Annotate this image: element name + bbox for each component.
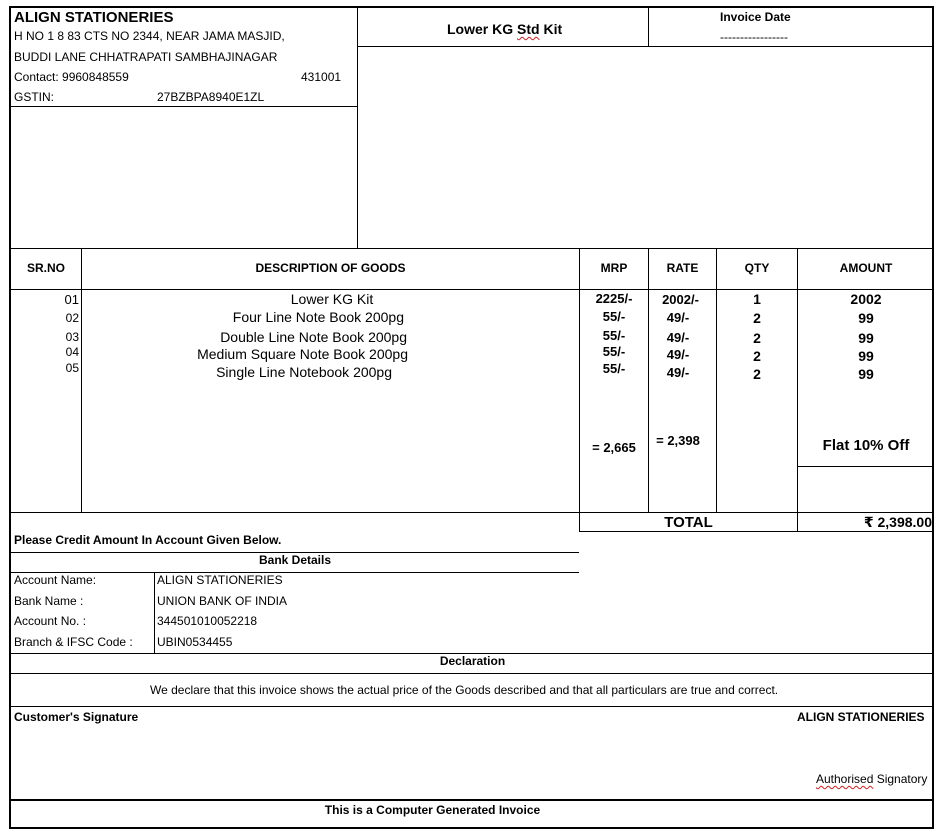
account-name: ALIGN STATIONERIES xyxy=(157,573,283,587)
row-amount: 99 xyxy=(858,366,874,382)
total-label: TOTAL xyxy=(664,514,713,531)
row-qty: 1 xyxy=(753,291,761,307)
ifsc-code: UBIN0534455 xyxy=(157,635,233,649)
footer-note: This is a Computer Generated Invoice xyxy=(324,803,541,817)
row-rate: 49/- xyxy=(666,347,690,362)
customer-signature-label: Customer's Signature xyxy=(14,710,139,724)
row-rate: 49/- xyxy=(666,330,690,345)
row-srno: 05 xyxy=(65,361,79,375)
table-header-rule xyxy=(11,289,934,290)
amount-divider xyxy=(797,466,934,467)
declaration-divider xyxy=(11,673,934,674)
row-rate: 49/- xyxy=(666,310,690,325)
row-amount: 99 xyxy=(858,330,874,346)
header-divider xyxy=(11,248,934,249)
header-qty: QTY xyxy=(744,261,770,275)
header-divider xyxy=(357,46,934,47)
invoice-date-label: Invoice Date xyxy=(720,10,791,24)
row-description: Single Line Notebook 200pg xyxy=(216,364,392,380)
footer-rule xyxy=(11,799,934,801)
bank-details-title: Bank Details xyxy=(258,553,332,567)
total-bottom-rule xyxy=(579,531,934,532)
column-divider xyxy=(648,248,649,512)
declaration-title: Declaration xyxy=(439,654,506,668)
bank-divider xyxy=(154,572,155,653)
row-qty: 2 xyxy=(753,330,761,346)
row-mrp: 55/- xyxy=(602,309,626,324)
row-rate: 49/- xyxy=(666,365,690,380)
discount-note: Flat 10% Off xyxy=(822,437,910,454)
gstin-value: 27BZBPA8940E1ZL xyxy=(157,90,265,104)
total-value: ₹ 2,398.00 xyxy=(863,514,932,530)
column-divider xyxy=(579,248,580,532)
header-amount: AMOUNT xyxy=(839,261,893,275)
account-name-label: Account Name: xyxy=(14,573,97,587)
invoice-date-value: ----------------- xyxy=(720,30,788,44)
header-srno: SR.NO xyxy=(26,261,65,275)
declaration-bottom-rule xyxy=(11,706,934,707)
column-divider xyxy=(797,248,798,532)
row-mrp: 55/- xyxy=(602,328,626,343)
company-pincode: 431001 xyxy=(301,70,342,84)
row-description: Lower KG Kit xyxy=(290,291,374,307)
bank-name: UNION BANK OF INDIA xyxy=(157,594,288,608)
authorised-signatory: Authorised Signatory xyxy=(816,772,928,786)
bank-name-label: Bank Name : xyxy=(14,594,84,608)
row-qty: 2 xyxy=(753,348,761,364)
bank-divider xyxy=(11,572,579,573)
mrp-total: = 2,665 xyxy=(592,440,636,455)
row-description: Double Line Note Book 200pg xyxy=(220,329,407,345)
row-mrp: 2225/- xyxy=(595,291,633,306)
row-srno: 02 xyxy=(65,311,79,325)
column-divider xyxy=(81,248,82,512)
row-description: Medium Square Note Book 200pg xyxy=(197,346,408,362)
row-srno: 04 xyxy=(65,345,79,359)
company-address-line1: H NO 1 8 83 CTS NO 2344, NEAR JAMA MASJID, xyxy=(14,29,285,43)
row-qty: 2 xyxy=(753,366,761,382)
header-divider xyxy=(357,8,358,248)
header-rate: RATE xyxy=(666,261,699,275)
company-contact: Contact: 9960848559 xyxy=(14,70,129,84)
row-mrp: 55/- xyxy=(602,361,626,376)
account-no-label: Account No. : xyxy=(14,614,87,628)
row-mrp: 55/- xyxy=(602,344,626,359)
header-divider xyxy=(648,8,649,46)
header-description: DESCRIPTION OF GOODS xyxy=(255,261,406,275)
row-description: Four Line Note Book 200pg xyxy=(232,309,404,325)
row-qty: 2 xyxy=(753,310,761,326)
table-bottom-rule xyxy=(11,512,934,513)
row-srno: 01 xyxy=(64,292,79,307)
row-amount: 99 xyxy=(858,348,874,364)
row-amount: 2002 xyxy=(850,291,882,307)
row-rate: 2002/- xyxy=(662,292,699,307)
company-address-line2: BUDDI LANE CHHATRAPATI SAMBHAJINAGAR xyxy=(14,50,278,64)
company-name: ALIGN STATIONERIES xyxy=(14,9,174,26)
company-signature-name: ALIGN STATIONERIES xyxy=(797,710,925,724)
row-amount: 99 xyxy=(858,310,874,326)
rate-total: = 2,398 xyxy=(656,433,700,448)
credit-note: Please Credit Amount In Account Given Below. xyxy=(14,533,282,547)
declaration-text: We declare that this invoice shows the actual price of the Goods described and that all particulars are true and correct. xyxy=(150,683,779,697)
account-no: 344501010052218 xyxy=(157,614,258,628)
row-srno: 03 xyxy=(65,330,79,344)
header-mrp: MRP xyxy=(600,261,628,275)
kit-title: Lower KG Std Kit xyxy=(447,21,563,37)
gstin-label: GSTIN: xyxy=(14,90,55,104)
branch-label: Branch & IFSC Code : xyxy=(14,635,133,649)
header-divider xyxy=(11,106,357,107)
